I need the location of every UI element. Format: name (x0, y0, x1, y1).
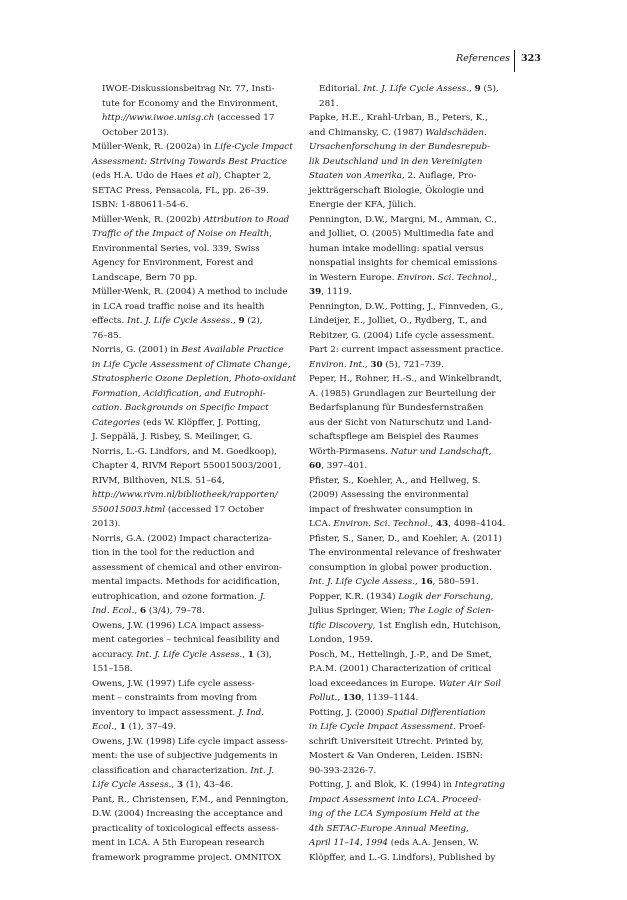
reference-line: Traffic of the Impact of Noise on Health, (92, 229, 273, 239)
reference-entry (92, 532, 304, 619)
reference-line: Lindeijer, E., Jolliet, O., Rydberg, T., and (309, 316, 488, 326)
reference-line: schaftspflege am Beispiel des Raumes (309, 432, 479, 442)
reference-line: Environ. Int., 30 (5), 721–739. (309, 359, 444, 370)
right-reference-column (309, 82, 521, 865)
reference-line: in Western Europe. Environ. Sci. Technol., (309, 272, 498, 283)
reference-line: 281. (319, 98, 339, 109)
reference-line: classification and characterization. Int. J. (92, 765, 274, 776)
reference-line: ment categories – technical feasibility and (92, 635, 280, 645)
reference-line: A. (1985) Grundlagen zur Beurteilung der (309, 388, 496, 399)
reference-line: ment: the use of subjective judgements in (92, 751, 278, 761)
reference-line: Categories (eds W. Klöpffer, J. Potting, (92, 417, 261, 428)
reference-entry (309, 778, 521, 865)
header-divider (514, 50, 515, 72)
reference-line: impact of freshwater consumption in (309, 504, 473, 515)
reference-line: 550015003.html (accessed 17 October (92, 504, 264, 515)
reference-line: jektträgerschaft Biologie, Ökologie und (309, 185, 485, 196)
reference-line: Klöpffer, and L.-G. Lindfors), Published by (309, 852, 496, 863)
reference-line: ing of the LCA Symposium Held at the (309, 809, 480, 819)
reference-entry (309, 706, 521, 779)
reference-entry-continued (309, 82, 521, 111)
reference-line: Stratospheric Ozone Depletion, Photo-oxidant (92, 374, 296, 384)
reference-line: Peper, H., Rohner, H.-S., and Winkelbrandt, (309, 374, 503, 384)
reference-entry (92, 140, 304, 213)
reference-line: schrift Universiteit Utrecht. Printed by, (309, 736, 484, 747)
reference-line: ISBN: 1-880611-54-6. (92, 200, 189, 210)
reference-line: October 2013). (102, 127, 170, 138)
left-reference-column (92, 82, 304, 865)
reference-entry (309, 300, 521, 373)
reference-entry (92, 343, 304, 532)
reference-entry (309, 372, 521, 474)
reference-line: Pfister, S., Koehler, A., and Hellweg, S. (309, 475, 481, 486)
reference-line: accuracy. Int. J. Life Cycle Assess., 1 (3), (92, 649, 272, 660)
reference-line: RIVM, Bilthoven, NLS. 51–64, (92, 475, 225, 486)
reference-line: Impact Assessment into LCA. Proceed- (309, 794, 482, 805)
reference-line: Pollut., 130, 1139–1144. (309, 693, 419, 703)
reference-line: Part 2: current impact assessment practice. (309, 345, 504, 355)
reference-line: eutrophication, and ozone formation. J. (92, 591, 266, 602)
reference-entry (309, 111, 521, 213)
reference-line: The environmental relevance of freshwater (309, 548, 502, 558)
reference-line: Posch, M., Hettelingh, J.-P., and De Smet, (309, 649, 492, 660)
reference-line: J. Seppälä, J. Risbey, S. Meilinger, G. (92, 432, 253, 442)
reference-entry (92, 677, 304, 735)
reference-line: and Chimansky, C. (1987) Waldschäden. (309, 127, 487, 138)
reference-line: SETAC Press, Pensacola, FL, pp. 26–39. (92, 185, 269, 196)
reference-line: Müller-Wenk, R. (2004) A method to include (92, 287, 288, 297)
reference-line: Potting, J. and Blok, K. (1994) in Integrating (309, 780, 505, 790)
reference-line: tute for Economy and the Environment, (102, 98, 279, 109)
reference-line: Owens, J.W. (1998) Life cycle impact assess- (92, 736, 288, 747)
reference-line: (eds H.A. Udo de Haes et al), Chapter 2, (92, 171, 272, 181)
reference-line: Pennington, D.W., Potting, J., Finnveden, G., (309, 301, 504, 312)
reference-line: Potting, J. (2000) Spatial Differentiation (309, 707, 486, 718)
reference-line: 76–85. (92, 330, 122, 341)
reference-entry (92, 213, 304, 286)
reference-line: in Life Cycle Impact Assessment. Proef- (309, 722, 486, 732)
reference-line: Life Cycle Assess., 3 (1), 43–46. (92, 780, 234, 790)
reference-line: Norris, G.A. (2002) Impact characteriza- (92, 533, 272, 544)
reference-entry (309, 648, 521, 706)
reference-line: LCA. Environ. Sci. Technol., 43, 4098–4104. (309, 519, 506, 529)
reference-line: 60, 397–401. (309, 461, 368, 471)
reference-line: London, 1959. (309, 635, 373, 645)
reference-entry (92, 619, 304, 677)
reference-line: Mostert & Van Onderen, Leiden. ISBN: (309, 751, 483, 761)
reference-line: mental impacts. Methods for acidification, (92, 577, 280, 587)
reference-line: Environmental Series, vol. 339, Swiss (92, 243, 260, 254)
reference-line: Owens, J.W. (1997) Life cycle assess- (92, 678, 255, 689)
reference-line: Müller-Wenk, R. (2002b) Attribution to Road (92, 214, 290, 225)
reference-line: Bedarfsplanung für Bundesfernstraßen (309, 403, 484, 413)
reference-line: Ind. Ecol., 6 (3/4), 79–78. (92, 606, 205, 616)
reference-line: cation. Backgrounds on Specific Impact (92, 403, 269, 413)
reference-line: Wörth-Pirmasens. Natur und Landschaft, (309, 446, 492, 457)
reference-line: effects. Int. J. Life Cycle Assess., 9 (2), (92, 316, 263, 326)
reference-entry (309, 474, 521, 532)
reference-line: in LCA road traffic noise and its health (92, 301, 265, 312)
reference-line: April 11–14, 1994 (eds A.A. Jensen, W. (309, 838, 479, 848)
reference-line: Pfister, S., Saner, D., and Koehler, A. (2011) (309, 533, 502, 544)
reference-line: Julius Springer, Wien; The Logic of Scien- (309, 606, 494, 616)
reference-entry (309, 532, 521, 590)
section-title: References (455, 53, 510, 64)
reference-line: http://www.iwoe.unisg.ch (accessed 17 (102, 113, 275, 123)
reference-line: human intake modelling: spatial versus (309, 243, 484, 254)
reference-line: practicality of toxicological effects assess- (92, 823, 279, 834)
reference-line: ment in LCA. A 5th European research (92, 838, 265, 848)
reference-line: (2009) Assessing the environmental (309, 490, 469, 500)
reference-line: Rebitzer, G. (2004) Life cycle assessment. (309, 330, 495, 341)
reference-line: Agency for Environment, Forest and (92, 258, 254, 268)
reference-line: http://www.rivm.nl/bibliotheek/rapporten/ (92, 490, 278, 500)
reference-line: ment – constraints from moving from (92, 693, 258, 703)
running-header (0, 50, 627, 74)
reference-entry (92, 285, 304, 343)
reference-line: Ecol., 1 (1), 37–49. (92, 722, 176, 732)
reference-line: tific Discovery, 1st English edn, Hutchison, (309, 620, 501, 631)
reference-line: Landscape, Bern 70 pp. (92, 272, 198, 283)
reference-line: Formation, Acidification, and Eutrophi- (92, 388, 266, 399)
reference-line: assessment of chemical and other environ- (92, 562, 282, 573)
reference-line: tion in the tool for the reduction and (92, 548, 255, 558)
reference-line: Norris, L.-G. Lindfors, and M. Goedkoop), (92, 446, 277, 457)
reference-line: IWOE-Diskussionsbeitrag Nr. 77, Insti- (102, 84, 275, 94)
reference-line: 151–158. (92, 664, 133, 674)
reference-line: Owens, J.W. (1996) LCA impact assess- (92, 620, 265, 631)
reference-line: in Life Cycle Assessment of Climate Change, (92, 359, 291, 370)
reference-line: Popper, K.R. (1934) Logik der Forschung, (309, 591, 494, 602)
reference-line: 90-393-2326-7. (309, 765, 377, 776)
reference-entry-continued (92, 82, 304, 140)
page-number: 323 (521, 53, 541, 64)
reference-line: Assessment: Striving Towards Best Practice (92, 156, 288, 167)
reference-line: and Jolliet, O. (2005) Multimedia fate and (309, 229, 494, 239)
reference-line: 2013). (92, 519, 121, 529)
reference-entry (309, 590, 521, 648)
reference-line: D.W. (2004) Increasing the acceptance and (92, 809, 283, 819)
reference-entry (92, 735, 304, 793)
reference-line: Ursachenforschung in der Bundesrepub- (309, 142, 491, 152)
reference-line: nonspatial insights for chemical emissions (309, 258, 498, 268)
reference-line: aus der Sicht von Naturschutz und Land- (309, 417, 492, 428)
reference-line: Pennington, D.W., Margni, M., Amman, C., (309, 214, 497, 225)
reference-line: load exceedances in Europe. Water Air Soil (309, 678, 501, 689)
reference-line: Editorial. Int. J. Life Cycle Assess., 9 (5), (319, 84, 499, 94)
reference-line: P.A.M. (2001) Characterization of critical (309, 664, 492, 674)
reference-line: Müller-Wenk, R. (2002a) in Life-Cycle Impact (92, 142, 293, 152)
reference-line: inventory to impact assessment. J. Ind. (92, 707, 264, 718)
reference-line: 4th SETAC-Europe Annual Meeting, (309, 823, 469, 834)
reference-line: Staaten von Amerika, 2. Auflage, Pro- (309, 171, 477, 181)
reference-line: framework programme project. OMNITOX (92, 852, 281, 863)
reference-line: 39, 1119. (309, 287, 352, 297)
reference-line: Chapter 4, RIVM Report 550015003/2001, (92, 461, 282, 471)
reference-line: Pant, R., Christensen, F.M., and Pennington, (92, 794, 289, 805)
reference-line: Energie der KFA, Jülich. (309, 200, 417, 210)
reference-line: consumption in global power production. (309, 562, 492, 573)
reference-line: Norris, G. (2001) in Best Available Practice (92, 345, 284, 355)
reference-line: Papke, H.E., Krahl-Urban, B., Peters, K., (309, 113, 488, 123)
reference-entry (309, 213, 521, 300)
reference-line: lik Deutschland und in den Vereinigten (309, 156, 483, 167)
reference-line: Int. J. Life Cycle Assess., 16, 580–591. (309, 577, 479, 587)
reference-entry (92, 793, 304, 866)
